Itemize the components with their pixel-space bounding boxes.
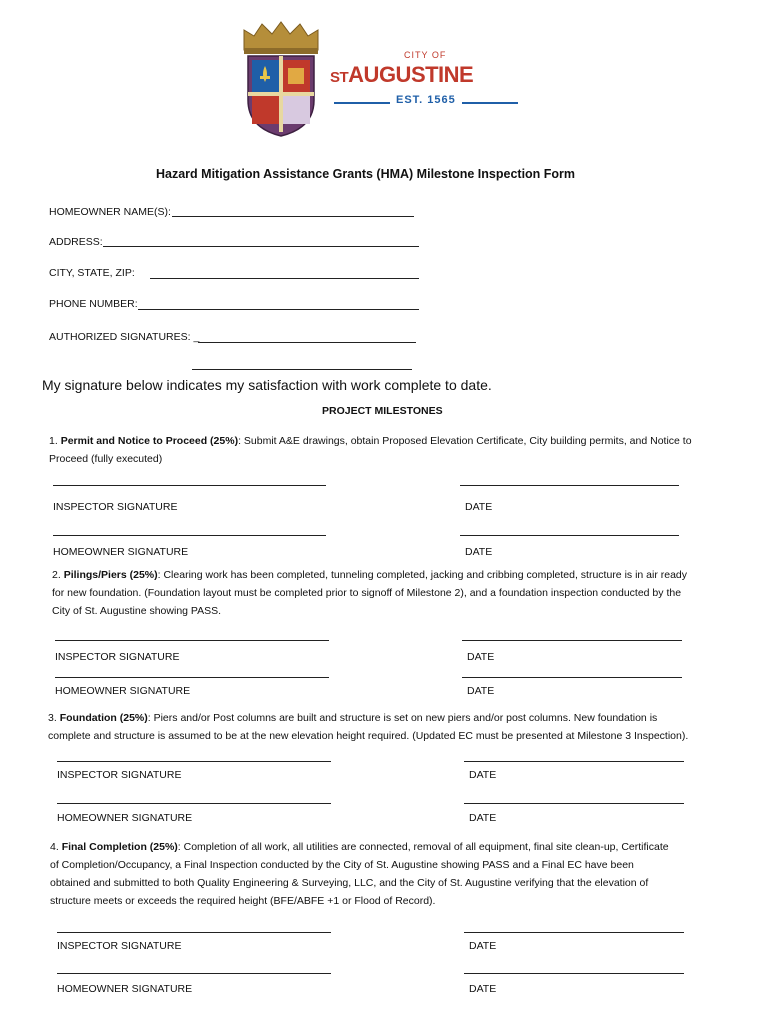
milestone-3-title: Foundation (25%) — [59, 712, 148, 724]
milestone-1-description — [49, 432, 701, 468]
milestone-2-text: : Clearing work has been completed, tunneling completed, jacking and cribbing completed, structure is in air ready for new foundation. (Foundation layout must be completed prior to signoff of Milestone 2), and a foundation inspection conducted by the City of St. Augustine showing PASS. — [52, 569, 688, 617]
milestone-2-homeowner-date-label: DATE — [467, 685, 495, 697]
milestone-2-homeowner-signature-label: HOMEOWNER SIGNATURE — [55, 685, 191, 697]
milestone-1-homeowner-signature-line[interactable] — [53, 535, 326, 536]
milestone-2-inspector-signature-line[interactable] — [55, 640, 329, 641]
milestone-2-number: 2. — [52, 569, 64, 581]
milestone-2-inspector-signature-label: INSPECTOR SIGNATURE — [55, 651, 180, 663]
city-logo — [236, 20, 536, 140]
address-field[interactable] — [103, 246, 419, 247]
logo-rule-left — [334, 102, 390, 104]
milestone-2-inspector-date-line[interactable] — [462, 640, 682, 641]
satisfaction-statement: My signature below indicates my satisfaction with work complete to date. — [42, 377, 492, 393]
milestone-1-inspector-date-line[interactable] — [460, 485, 679, 486]
logo-augustine: AUGUSTINE — [348, 62, 474, 87]
milestone-1-inspector-signature-label: INSPECTOR SIGNATURE — [53, 501, 178, 513]
milestone-4-inspector-date-label: DATE — [469, 940, 497, 952]
authorized-signatures-label: AUTHORIZED SIGNATURES: _ — [49, 331, 200, 343]
city-state-zip-field[interactable] — [150, 278, 419, 279]
phone-number-field[interactable] — [138, 309, 419, 310]
milestone-3-inspector-signature-line[interactable] — [57, 761, 331, 762]
logo-est: EST. 1565 — [396, 94, 456, 106]
milestone-3-description — [48, 709, 690, 745]
milestone-4-homeowner-signature-label: HOMEOWNER SIGNATURE — [57, 983, 193, 995]
authorized-signature-field-2[interactable] — [192, 369, 412, 370]
milestone-1-inspector-date-label: DATE — [465, 501, 493, 513]
milestone-3-homeowner-date-line[interactable] — [464, 803, 684, 804]
homeowner-name-field[interactable] — [172, 216, 414, 217]
authorized-signature-field-1[interactable] — [198, 342, 416, 343]
milestone-4-title: Final Completion (25%) — [61, 841, 178, 853]
phone-number-label: PHONE NUMBER: — [49, 298, 138, 310]
milestone-4-homeowner-date-line[interactable] — [464, 973, 684, 974]
milestone-4-homeowner-signature-line[interactable] — [57, 973, 331, 974]
milestone-3-homeowner-signature-line[interactable] — [57, 803, 331, 804]
milestone-3-homeowner-signature-label: HOMEOWNER SIGNATURE — [57, 812, 193, 824]
milestone-3-text: : Piers and/or Post columns are built and structure is set on new piers and/or post columns. New foundation is complete and structure is assumed to be at the new elevation height required. (Updated EC must be presented at Milestone 3 Inspection). — [48, 712, 689, 742]
homeowner-name-label: HOMEOWNER NAME(S): — [49, 206, 171, 218]
milestone-3-inspector-date-label: DATE — [469, 769, 497, 781]
milestone-2-homeowner-date-line[interactable] — [462, 677, 682, 678]
milestone-3-number: 3. — [48, 712, 60, 724]
milestone-2-title: Pilings/Piers (25%) — [63, 569, 158, 581]
milestone-1-inspector-signature-line[interactable] — [53, 485, 326, 486]
city-crest-icon — [236, 20, 326, 138]
milestone-2-description — [52, 566, 692, 620]
logo-rule-right — [462, 102, 518, 104]
milestone-4-inspector-signature-label: INSPECTOR SIGNATURE — [57, 940, 182, 952]
logo-city-of: CITY OF — [404, 50, 447, 60]
milestone-1-homeowner-signature-label: HOMEOWNER SIGNATURE — [53, 546, 189, 558]
milestone-1-title: Permit and Notice to Proceed (25%) — [60, 435, 239, 447]
page-title: Hazard Mitigation Assistance Grants (HMA) Milestone Inspection Form — [156, 167, 576, 181]
milestone-1-homeowner-date-line[interactable] — [460, 535, 679, 536]
milestone-3-inspector-signature-label: INSPECTOR SIGNATURE — [57, 769, 182, 781]
milestone-1-homeowner-date-label: DATE — [465, 546, 493, 558]
milestone-4-description — [50, 838, 676, 910]
milestone-4-text: : Completion of all work, all utilities are connected, removal of all equipment, final site clean-up, Certificate of Completion/Occupancy, a Final Inspection conducted by the City of St. Augustine showing PASS and a Final EC have been obtained and submitted to both Quality Engineering & Surveying, LLC, and the City of St. Augustine verifying that the elevation of structure meets or exceeds the required height (BFE/ABFE +1 or Flood of Record). — [50, 841, 669, 907]
milestone-4-number: 4. — [50, 841, 62, 853]
address-label: ADDRESS: — [49, 236, 103, 248]
milestone-2-homeowner-signature-line[interactable] — [55, 677, 329, 678]
project-milestones-heading: PROJECT MILESTONES — [322, 405, 443, 417]
milestone-1-number: 1. — [49, 435, 61, 447]
milestone-4-homeowner-date-label: DATE — [469, 983, 497, 995]
city-state-zip-label: CITY, STATE, ZIP: — [49, 267, 135, 279]
milestone-3-homeowner-date-label: DATE — [469, 812, 497, 824]
logo-st: ST — [330, 69, 349, 86]
milestone-3-inspector-date-line[interactable] — [464, 761, 684, 762]
milestone-1-text: : Submit A&E drawings, obtain Proposed Elevation Certificate, City building permits, and Notice to Proceed (fully executed) — [49, 435, 692, 465]
milestone-4-inspector-date-line[interactable] — [464, 932, 684, 933]
milestone-2-inspector-date-label: DATE — [467, 651, 495, 663]
milestone-4-inspector-signature-line[interactable] — [57, 932, 331, 933]
logo-wordmark — [330, 62, 473, 88]
